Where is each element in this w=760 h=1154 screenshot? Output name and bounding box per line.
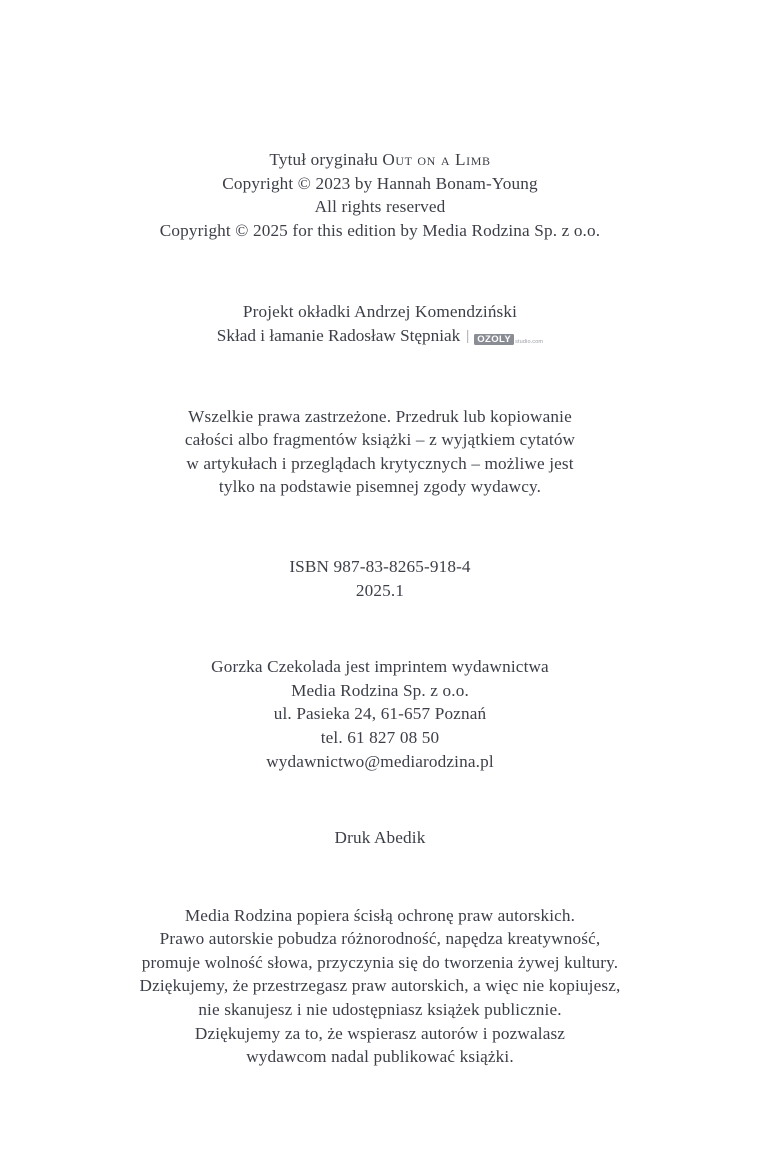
- isbn-number: ISBN 987-83-8265-918-4: [289, 556, 471, 576]
- original-title-prefix: Tytuł oryginału: [269, 150, 383, 169]
- advocacy-line: Prawo autorskie pobudza różnorodność, napędza kreatywność,: [159, 929, 601, 949]
- publisher-address: ul. Pasieka 24, 61-657 Poznań: [273, 704, 487, 724]
- isbn-edition-code: 2025.1: [355, 580, 405, 600]
- rights-notice-line: Wszelkie prawa zastrzeżone. Przedruk lub kopiowanie: [188, 406, 572, 426]
- copyright-original: Copyright © 2023 by Hannah Bonam-Young: [222, 173, 538, 193]
- advocacy-line: promuje wolność słowa, przyczynia się do tworzenia żywej kultury.: [141, 952, 619, 972]
- ozoly-studio-logo: [474, 334, 543, 345]
- publisher-name: Media Rodzina Sp. z o.o.: [291, 680, 469, 700]
- advocacy-line: nie skanujesz i nie udostępniasz książek publicznie.: [198, 1000, 562, 1020]
- original-title-line: [100, 148, 660, 172]
- cover-design-credit: Projekt okładki Andrzej Komendziński: [242, 302, 518, 322]
- rights-notice-line: całości albo fragmentów książki – z wyjątkiem cytatów: [184, 430, 576, 450]
- ozoly-logo-wordmark: OZOLY: [474, 334, 513, 345]
- typesetting-credit: Skład i łamanie Radosław Stępniak: [216, 325, 461, 345]
- advocacy-line: Dziękujemy, że przestrzegasz praw autorskich, a więc nie kopiujesz,: [139, 976, 621, 996]
- copyright-advocacy-block: [100, 904, 660, 1069]
- advocacy-line: wydawcom nadal publikować książki.: [246, 1047, 514, 1067]
- original-title: Out on a Limb: [382, 150, 491, 169]
- advocacy-line: Dziękujemy za to, że wspierasz autorów i pozwalasz: [194, 1023, 566, 1043]
- rights-reserved: All rights reserved: [314, 197, 446, 217]
- rights-notice-line: w artykułach i przeglądach krytycznych – możliwe jest: [186, 453, 574, 473]
- imprint-block: [100, 655, 660, 773]
- rights-notice-line: tylko na podstawie pisemnej zgody wydawcy.: [218, 477, 542, 497]
- rights-notice-block: [100, 405, 660, 499]
- printer-label: Druk Abedik: [334, 828, 426, 848]
- original-edition-block: [100, 148, 660, 242]
- isbn-block: [100, 555, 660, 602]
- production-credits-block: [100, 300, 660, 348]
- ozoly-logo-domain: studio.com: [515, 338, 544, 345]
- imprint-statement: Gorzka Czekolada jest imprintem wydawnictwa: [211, 657, 549, 677]
- advocacy-line: Media Rodzina popiera ścisłą ochronę praw autorskich.: [184, 905, 576, 925]
- copyright-edition: Copyright © 2025 for this edition by Media Rodzina Sp. z o.o.: [159, 220, 601, 240]
- typesetting-credit-line: [100, 324, 660, 349]
- printer-block: [100, 826, 660, 850]
- publisher-email: wydawnictwo@mediarodzina.pl: [266, 751, 494, 771]
- publisher-phone: tel. 61 827 08 50: [320, 727, 440, 747]
- credit-separator: |: [466, 327, 470, 344]
